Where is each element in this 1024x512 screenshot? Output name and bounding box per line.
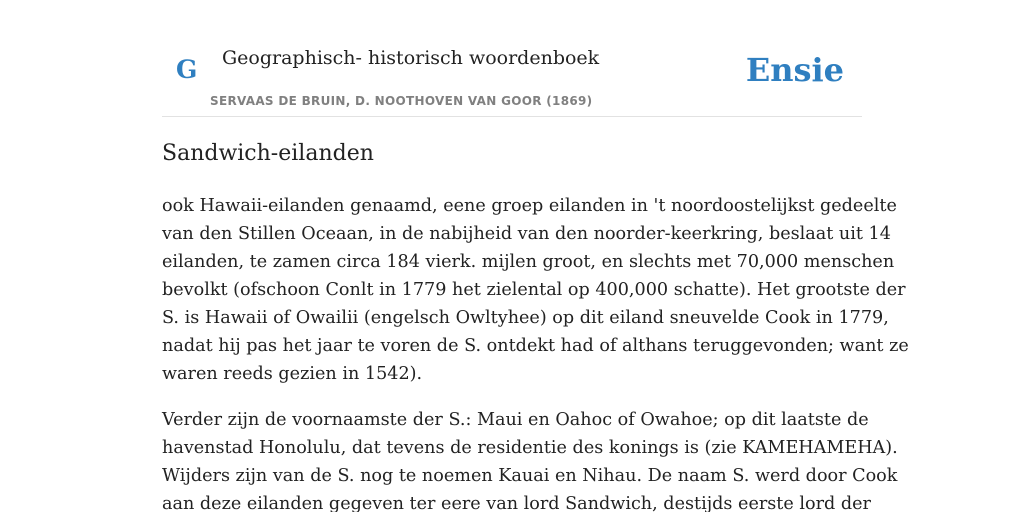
ensie-logo[interactable]: Ensie xyxy=(745,51,844,89)
article-paragraph xyxy=(162,192,909,388)
paragraph-line: eilanden, te zamen circa 184 vierk. mijlen groot, en slechts met 70,000 menschen xyxy=(162,252,895,272)
paragraph-line: ook Hawaii-eilanden genaamd, eene groep eilanden in 't noordoostelijkst gedeelte xyxy=(162,196,897,216)
paragraph-line: aan deze eilanden gegeven ter eere van lord Sandwich, destijds eerste lord der xyxy=(162,494,871,512)
source-icon[interactable]: G xyxy=(176,55,198,84)
article xyxy=(162,138,909,512)
article-paragraph xyxy=(162,406,898,512)
lemma-title: Sandwich-eilanden xyxy=(162,141,374,166)
source-title[interactable]: Geographisch- historisch woordenboek xyxy=(222,47,600,69)
source-header xyxy=(162,0,862,117)
paragraph-line: Wijders zijn van de S. nog te noemen Kauai en Nihau. De naam S. werd door Cook xyxy=(162,466,898,486)
source-authors: SERVAAS DE BRUIN, D. NOOTHOVEN VAN GOOR (1869) xyxy=(210,94,593,108)
paragraph-line: S. is Hawaii of Owailii (engelsch Owltyhee) op dit eiland sneuvelde Cook in 1779, xyxy=(162,308,889,328)
paragraph-line: Verder zijn de voornaamste der S.: Maui en Oahoc of Owahoe; op dit laatste de xyxy=(162,410,869,430)
paragraph-line: bevolkt (ofschoon Conlt in 1779 het zielental op 400,000 schatte). Het grootste der xyxy=(162,280,906,300)
paragraph-line: van den Stillen Oceaan, in de nabijheid van den noorder-keerkring, beslaat uit 14 xyxy=(162,224,891,244)
paragraph-line: havenstad Honolulu, dat tevens de residentie des konings is (zie KAMEHAMEHA). xyxy=(162,438,898,458)
paragraph-line: waren reeds gezien in 1542). xyxy=(162,364,423,384)
paragraph-line: nadat hij pas het jaar te voren de S. ontdekt had of althans teruggevonden; want ze xyxy=(162,336,909,356)
